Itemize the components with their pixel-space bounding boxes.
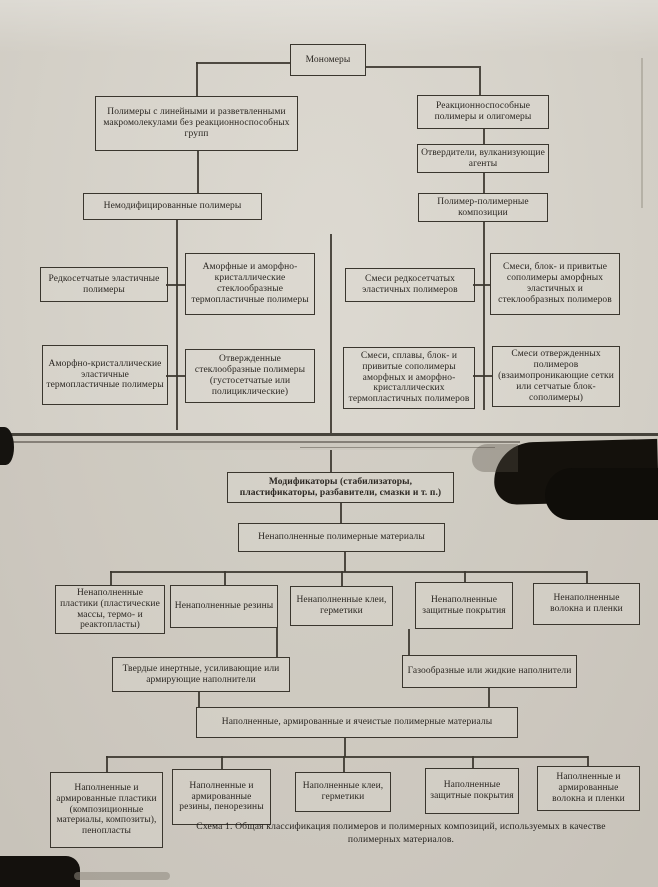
node-mixtures-alloys: Смеси, сплавы, блок- и привитые сополимеры аморфных и аморфно-кристаллических термопластичных полимеров (343, 347, 475, 409)
node-monomers: Мономеры (290, 44, 366, 76)
node-unmodified-polymers: Немодифицированные полимеры (83, 193, 262, 220)
connector-line (479, 66, 481, 95)
node-unfilled-coatings: Ненаполненные защитные покрытия (415, 582, 513, 629)
scan-seam-line (0, 433, 658, 436)
connector-line (176, 220, 178, 430)
node-filled-fibers: Наполненные и армированные волокна и пленки (537, 766, 640, 811)
node-unfilled-adhesives: Ненаполненные клеи, герметики (290, 586, 393, 626)
connector-line (106, 756, 588, 758)
node-filled-rubbers: Наполненные и армированные резины, пенорезины (172, 769, 271, 825)
node-reactive-polymers: Реакционноспособные полимеры и олигомеры (417, 95, 549, 129)
connector-line (488, 688, 490, 707)
connector-line (198, 692, 200, 707)
node-unfilled-plastics: Ненаполненные пластики (пластические массы, термо- и реактопласты) (55, 585, 165, 634)
node-polymer-compositions: Полимер-полимерные композиции (418, 193, 548, 222)
connector-line (344, 738, 346, 757)
connector-line (586, 571, 588, 583)
node-hardeners: Отвердители, вулканизующие агенты (417, 144, 549, 173)
node-filled-adhesives: Наполненные клеи, герметики (295, 772, 391, 812)
connector-line (408, 629, 410, 655)
node-mixtures-rare-network: Смеси редкосетчатых эластичных полимеров (345, 268, 475, 302)
connector-line (166, 284, 185, 286)
connector-line (483, 129, 485, 144)
node-unfilled-materials: Ненаполненные полимерные материалы (238, 523, 445, 552)
scan-blotch-bottom-tail (74, 872, 170, 880)
node-amorphous-crystalline: Аморфно-кристаллические эластичные термопластичные полимеры (42, 345, 168, 405)
connector-line (464, 571, 466, 582)
connector-line (473, 375, 492, 377)
figure-caption-line1: Схема 1. Общая классификация полимеров и полимерных композиций, используемых в качестве (196, 821, 606, 832)
connector-line (196, 62, 198, 96)
node-solid-fillers: Твердые инертные, усиливающие или армирующие наполнители (112, 657, 290, 692)
node-unfilled-rubbers: Ненаполненные резины (170, 585, 278, 628)
node-linear-polymers: Полимеры с линейными и разветвленными макромолекулами без реакционноспособных групп (95, 96, 298, 151)
scan-seam-line-2 (0, 441, 520, 443)
connector-line (221, 756, 223, 769)
connector-line (483, 222, 485, 410)
node-rare-network-elastic: Редкосетчатые эластичные полимеры (40, 267, 168, 302)
scan-page-edge-right (641, 58, 643, 208)
node-filled-coatings: Наполненные защитные покрытия (425, 768, 519, 814)
node-filled-plastics: Наполненные и армированные пластики (композиционные материалы, композиты), пенопласты (50, 772, 163, 848)
node-modifiers: Модификаторы (стабилизаторы, пластификаторы, разбавители, смазки и т. п.) (227, 472, 454, 503)
node-filled-materials: Наполненные, армированные и ячеистые полимерные материалы (196, 707, 518, 738)
scan-seam-streak (300, 447, 495, 448)
connector-line (110, 571, 112, 585)
connector-line (197, 151, 199, 193)
connector-line (341, 571, 343, 586)
node-gaseous-fillers: Газообразные или жидкие наполнители (402, 655, 577, 688)
connector-line (166, 375, 185, 377)
node-cured-glassy: Отвержденные стеклообразные полимеры (густосетчатые или полициклические) (185, 349, 315, 403)
connector-line (106, 756, 108, 772)
node-mixtures-cured: Смеси отвержденных полимеров (взаимопроникающие сетки или сетчатые блок-сополимеры) (492, 346, 620, 407)
connector-line (276, 628, 278, 657)
scan-blotch-right-lower (545, 468, 658, 520)
connector-line (343, 756, 345, 772)
connector-line (483, 173, 485, 193)
connector-line (473, 284, 490, 286)
figure-caption-line2: полимерных материалов. (347, 834, 455, 845)
connector-line (587, 756, 589, 766)
connector-line (110, 571, 587, 573)
connector-line (472, 756, 474, 768)
connector-line (224, 571, 226, 585)
connector-line (366, 66, 479, 68)
node-mixtures-block-copolymers: Смеси, блок- и привитые сополимеры аморфных эластичных и стеклообразных полимеров (490, 253, 620, 315)
node-amorphous-glassy: Аморфные и аморфно-кристаллические стеклообразные термопластичные полимеры (185, 253, 315, 315)
connector-line (340, 503, 342, 523)
node-unfilled-fibers: Ненаполненные волокна и пленки (533, 583, 640, 625)
scan-blotch-right-fringe (472, 444, 518, 472)
connector-line (344, 552, 346, 572)
scan-blotch-bottom-left (0, 856, 80, 887)
connector-line (196, 62, 290, 64)
